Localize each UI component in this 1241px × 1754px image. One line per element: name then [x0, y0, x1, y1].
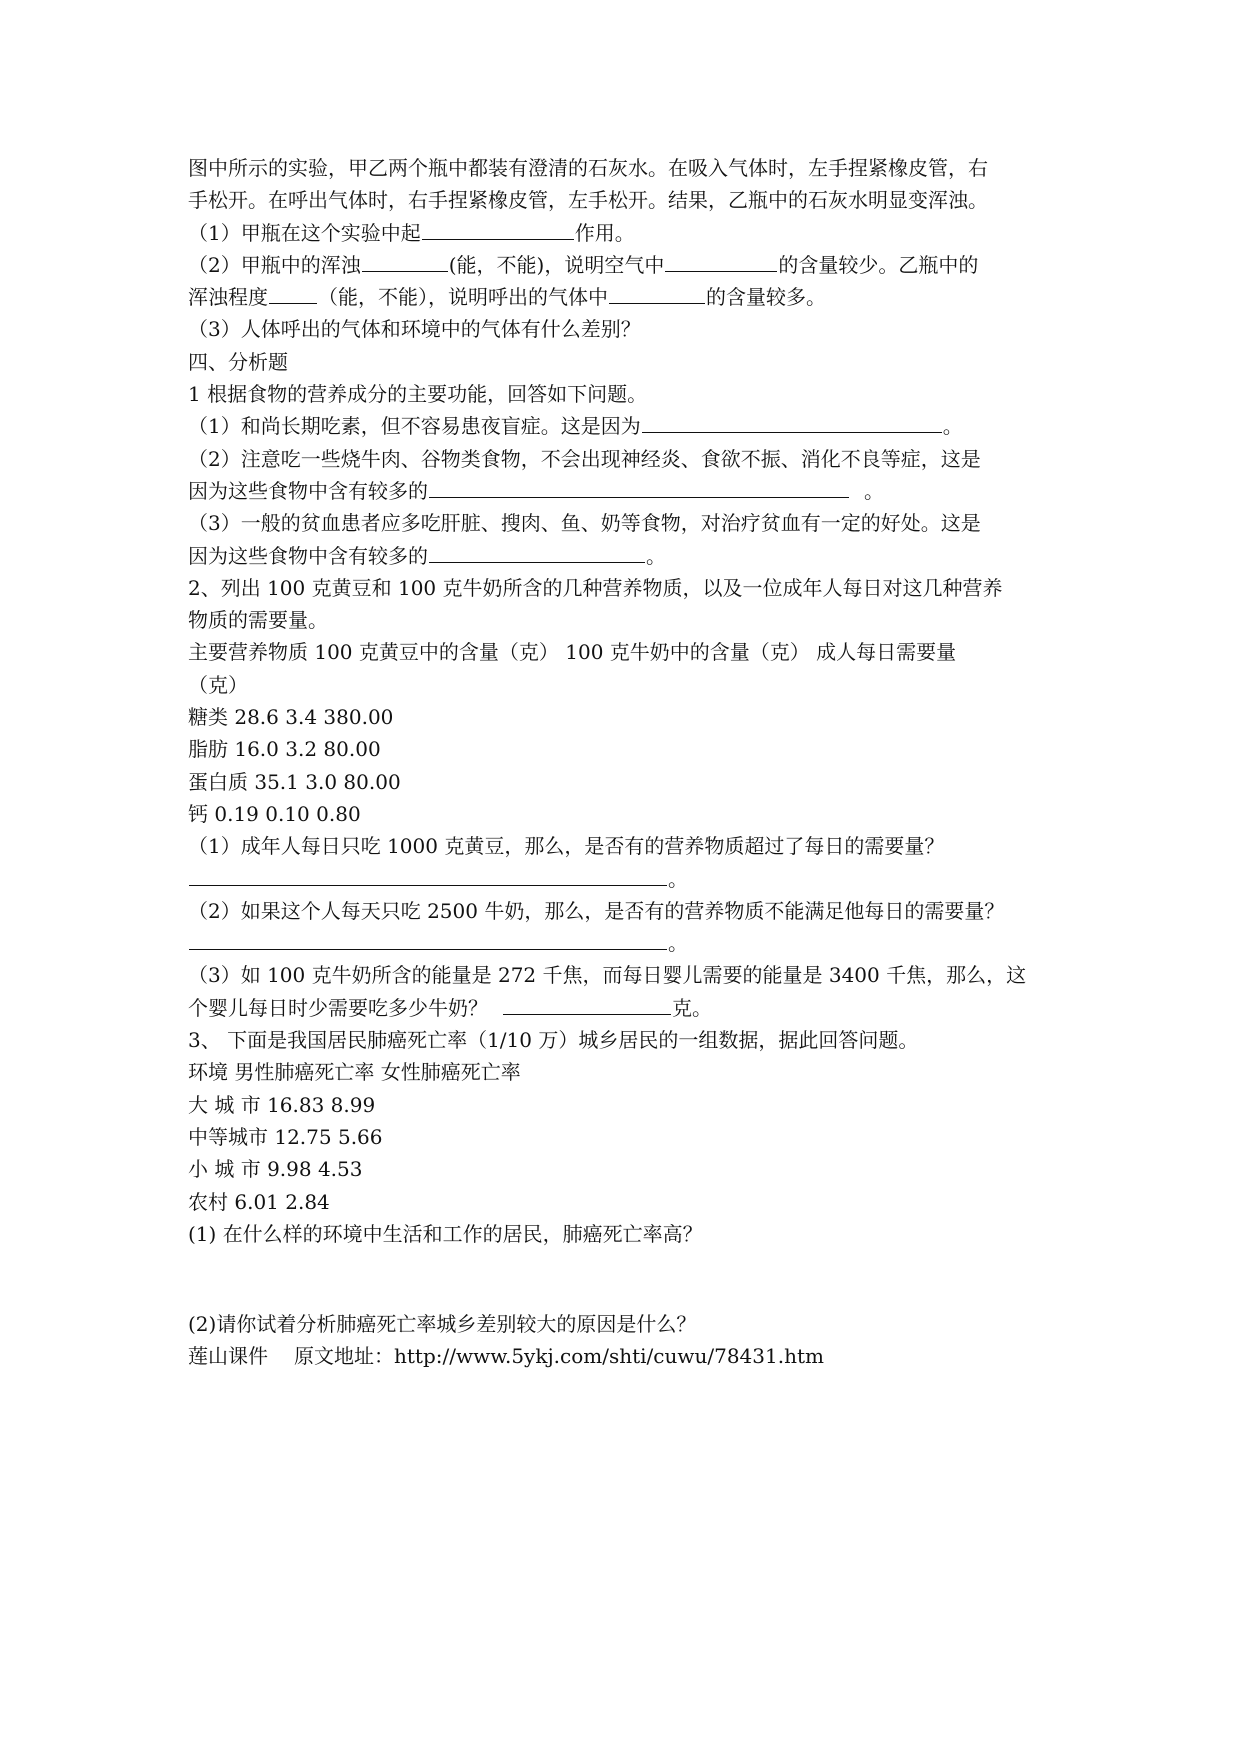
answer-blank[interactable]	[422, 217, 574, 240]
question-2-text: 浑浊程度	[188, 285, 268, 310]
question-2-text: (能，不能)，说明空气中	[448, 252, 665, 277]
question-text: 因为这些食物中含有较多的	[188, 478, 428, 503]
question-1-text: （1）甲瓶在这个实验中起	[188, 220, 421, 245]
problem-2-title-line-2: 物质的需要量。	[188, 608, 328, 633]
problem-2-question-1: （1）成年人每日只吃 1000 克黄豆，那么，是否有的营养物质超过了每日的需要量？	[188, 834, 945, 859]
table-header: 环境 男性肺癌死亡率 女性肺癌死亡率	[188, 1060, 521, 1085]
problem-1-question-1	[188, 410, 1058, 442]
section-heading: 四、分析题	[188, 349, 288, 374]
answer-blank[interactable]	[189, 863, 667, 886]
question-3: （3）人体呼出的气体和环境中的气体有什么差别？	[188, 317, 641, 342]
problem-2-question-1-answer	[188, 863, 1058, 895]
table-row: 糖类 28.6 3.4 380.00	[188, 705, 394, 730]
question-2-text: 的含量较少。乙瓶中的	[778, 252, 979, 277]
footer-source	[188, 1340, 1058, 1372]
problem-2-question-2: （2）如果这个人每天只吃 2500 牛奶，那么，是否有的营养物质不能满足他每日的需要量？	[188, 898, 1005, 923]
intro-line-2: 手松开。在呼出气体时，右手捏紧橡皮管，左手松开。结果，乙瓶中的石灰水明显变浑浊。	[188, 188, 988, 213]
question-1-suffix: 作用。	[574, 220, 635, 245]
problem-1-question-2-line-1: （2）注意吃一些烧牛肉、谷物类食物，不会出现神经炎、食欲不振、消化不良等症，这是	[188, 446, 981, 471]
problem-1-question-3-line-2	[188, 540, 1058, 572]
source-name: 莲山课件	[188, 1344, 268, 1369]
problem-2-question-3-line-1: （3）如 100 克牛奶所含的能量是 272 千焦，而每日婴儿需要的能量是 3400 千焦，那么，这	[188, 963, 1027, 988]
question-suffix: 。	[646, 543, 666, 568]
question-text: 个婴儿每日时少需要吃多少牛奶？	[188, 995, 488, 1020]
problem-3-question-1: (1) 在什么样的环境中生活和工作的居民，肺癌死亡率高？	[188, 1221, 703, 1246]
table-row: 大 城 市 16.83 8.99	[188, 1092, 376, 1117]
problem-2-question-3-line-2	[188, 992, 1058, 1024]
answer-blank[interactable]	[609, 281, 705, 304]
question-2-text: （2）甲瓶中的浑浊	[188, 252, 361, 277]
question-2-text: 的含量较多。	[706, 285, 826, 310]
answer-blank[interactable]	[269, 281, 317, 304]
answer-space	[188, 1250, 1058, 1308]
table-header-line-2: （克）	[188, 672, 248, 697]
question-text: 因为这些食物中含有较多的	[188, 543, 428, 568]
question-suffix: 。	[864, 478, 884, 503]
intro-line-1: 图中所示的实验，甲乙两个瓶中都装有澄清的石灰水。在吸入气体时，左手捏紧橡皮管，右	[188, 156, 988, 180]
table-header-line-1: 主要营养物质 100 克黄豆中的含量（克） 100 克牛奶中的含量（克） 成人每日需要量	[188, 640, 957, 665]
question-2-line-1	[188, 249, 1058, 281]
answer-blank[interactable]	[642, 410, 942, 433]
question-2-line-2	[188, 281, 1058, 313]
problem-1-title: 1 根据食物的营养成分的主要功能，回答如下问题。	[188, 382, 648, 407]
answer-blank[interactable]	[665, 249, 777, 272]
problem-2-title-line-1: 2、列出 100 克黄豆和 100 克牛奶所含的几种营养物质，以及一位成年人每日对这几种营养	[188, 575, 1003, 600]
answer-blank[interactable]	[429, 475, 849, 498]
question-suffix: 。	[668, 931, 688, 956]
question-2-text: （能，不能），说明呼出的气体中	[318, 285, 608, 310]
table-row: 钙 0.19 0.10 0.80	[188, 801, 361, 826]
question-suffix: 。	[668, 866, 688, 891]
document-body	[188, 152, 1058, 1373]
source-url[interactable]: 原文地址：http://www.5ykj.com/shti/cuwu/78431.htm	[294, 1344, 824, 1369]
question-1	[188, 217, 1058, 249]
question-suffix: 。	[942, 414, 963, 439]
answer-blank[interactable]	[429, 540, 645, 563]
question-suffix: 克。	[672, 995, 712, 1020]
table-row: 小 城 市 9.98 4.53	[188, 1157, 363, 1182]
table-row: 农村 6.01 2.84	[188, 1189, 330, 1214]
problem-3-question-2: (2)请你试着分析肺癌死亡率城乡差别较大的原因是什么？	[188, 1312, 697, 1337]
question-text: （1）和尚长期吃素，但不容易患夜盲症。这是因为	[188, 414, 641, 439]
problem-1-question-3-line-1: （3）一般的贫血患者应多吃肝脏、搜肉、鱼、奶等食物，对治疗贫血有一定的好处。这是	[188, 511, 981, 536]
answer-blank[interactable]	[362, 249, 448, 272]
table-row: 脂肪 16.0 3.2 80.00	[188, 737, 381, 762]
problem-1-question-2-line-2	[188, 475, 1058, 507]
table-row: 蛋白质 35.1 3.0 80.00	[188, 769, 401, 794]
problem-3-title: 3、 下面是我国居民肺癌死亡率（1/10 万）城乡居民的一组数据，据此回答问题。	[188, 1028, 919, 1053]
answer-blank[interactable]	[189, 927, 667, 950]
answer-blank[interactable]	[503, 992, 671, 1015]
problem-2-question-2-answer	[188, 927, 1058, 959]
table-row: 中等城市 12.75 5.66	[188, 1124, 383, 1149]
